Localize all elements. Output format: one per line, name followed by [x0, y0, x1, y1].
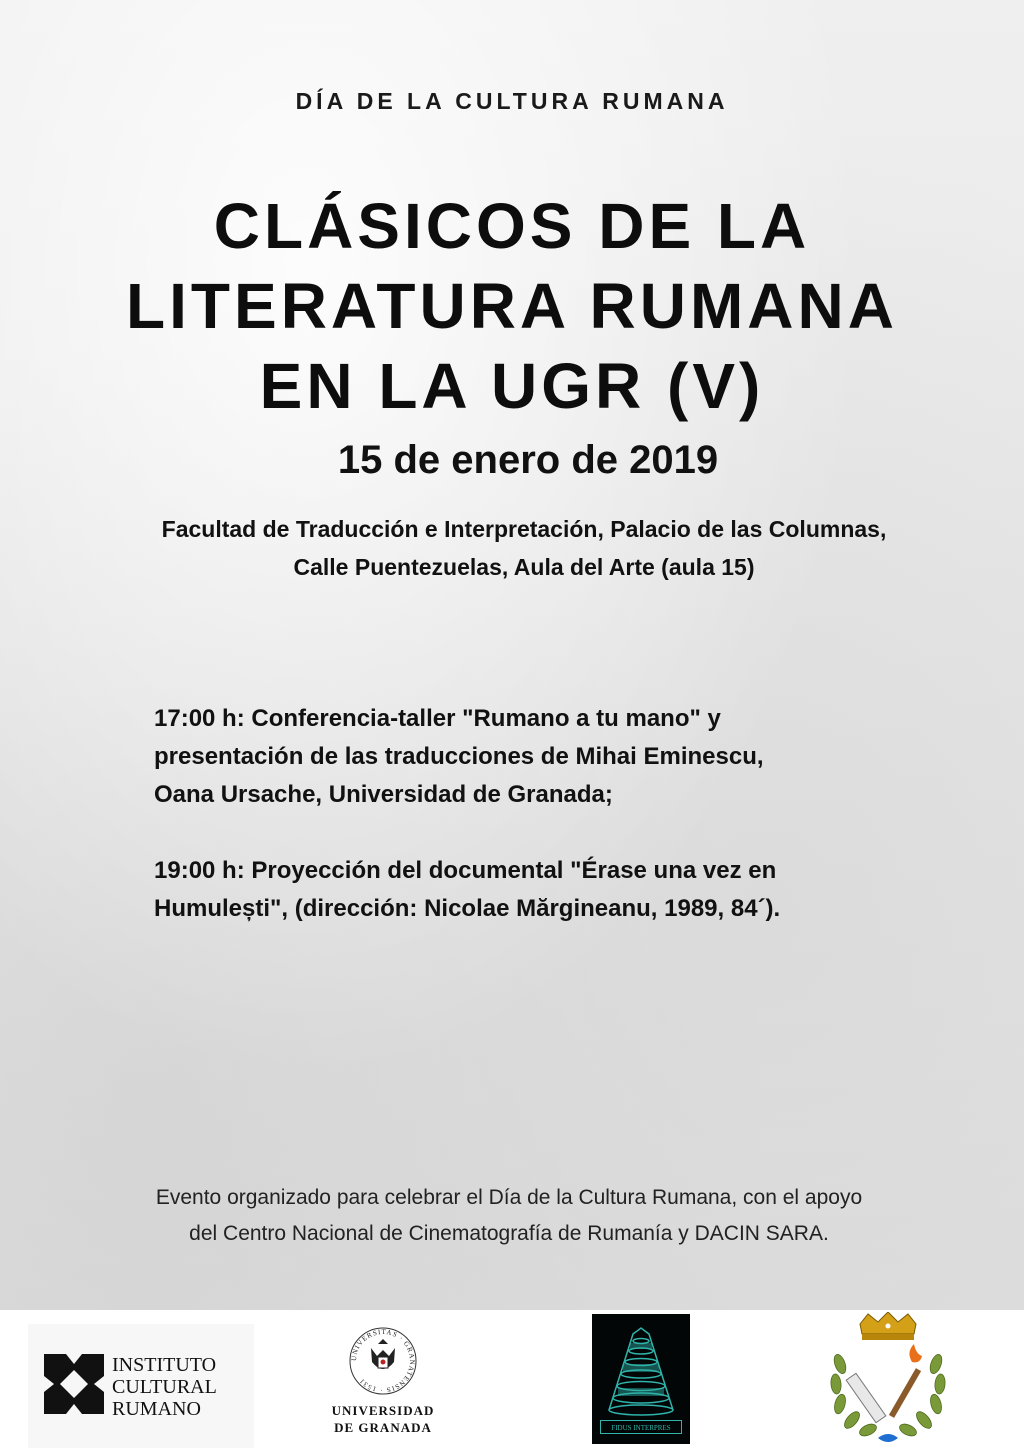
title-line: CLÁSICOS DE LA: [213, 190, 811, 262]
program-line: Humulești", (dirección: Nicolae Mărgineanu, 1989, 84´).: [154, 895, 781, 922]
universidad-de-granada-logo: [318, 1320, 448, 1445]
footer-note-line: del Centro Nacional de Cinematografía de Rumanía y DACIN SARA.: [189, 1222, 829, 1245]
footer-note: [0, 1180, 1018, 1252]
venue-line: Calle Puentezuelas, Aula del Arte (aula 15): [293, 554, 755, 580]
crest-logo: [826, 1312, 950, 1446]
title-line: EN LA UGR (V): [259, 350, 765, 422]
program-line: Oana Ursache, Universidad de Granada;: [154, 781, 613, 808]
fidus-interpres-logo: [592, 1314, 690, 1444]
ugr-wordmark-line: UNIVERSIDAD: [331, 1403, 435, 1418]
program-item: [154, 700, 934, 814]
icr-wordmark: [112, 1354, 217, 1420]
sponsor-logos-bar: [0, 1310, 1024, 1449]
icr-wordmark-line: INSTITUTO: [112, 1354, 217, 1376]
program-line: 17:00 h: Conferencia-taller "Rumano a tu mano" y: [154, 705, 721, 732]
icr-wordmark-line: CULTURAL: [112, 1376, 217, 1398]
fidus-caption: FIDUS INTERPRES: [600, 1420, 682, 1434]
seal-text: UNIVERSITAS · GRANATENSIS · 1531: [349, 1327, 417, 1395]
main-title: [0, 186, 1024, 426]
event-venue: [0, 510, 1024, 586]
ugr-wordmark: [318, 1402, 448, 1436]
program-item: [154, 852, 934, 928]
university-seal-icon: [348, 1326, 418, 1396]
ugr-wordmark-line: DE GRANADA: [334, 1420, 432, 1435]
program-line: 19:00 h: Proyección del documental "Érase una vez en: [154, 857, 777, 884]
title-line: LITERATURA RUMANA: [126, 270, 898, 342]
laurel-crest-icon: [826, 1312, 950, 1446]
program-line: presentación de las traducciones de Mihai Eminescu,: [154, 743, 764, 770]
venue-line: Facultad de Traducción e Interpretación, Palacio de las Columnas,: [161, 516, 887, 542]
supertitle: DÍA DE LA CULTURA RUMANA: [295, 88, 729, 114]
program-list: [154, 700, 934, 966]
instituto-cultural-rumano-logo: [28, 1324, 254, 1448]
event-date: 15 de enero de 2019: [337, 438, 719, 482]
babel-tower-icon: [606, 1324, 676, 1418]
cross-knot-icon: [44, 1354, 104, 1414]
footer-note-line: Evento organizado para celebrar el Día de la Cultura Rumana, con el apoyo: [155, 1186, 863, 1209]
icr-wordmark-line: RUMANO: [112, 1398, 201, 1420]
